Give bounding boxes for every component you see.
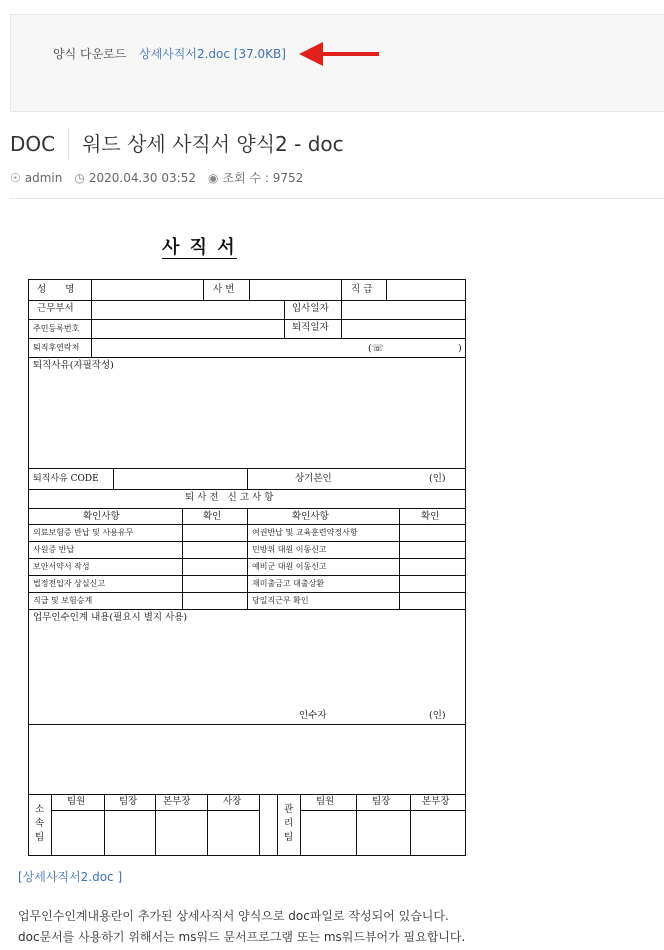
check-header-left: 확인사항 <box>83 511 120 522</box>
download-box <box>10 14 664 112</box>
team-role: 사장 <box>223 796 242 807</box>
team-label-3: 팀 <box>35 832 45 843</box>
receiver-label: 인수자 <box>299 710 327 721</box>
field-emp-no-label: 사 번 <box>213 284 235 295</box>
team-role: 팀원 <box>67 796 86 807</box>
check-header-right: 확인사항 <box>292 511 329 522</box>
description-line: doc문서를 사용하기 위해서는 ms워드 문서프로그램 또는 ms워드뷰어가 필요합니다. <box>18 930 466 944</box>
confirm-header-left: 확인 <box>203 511 222 522</box>
post-meta <box>10 169 303 186</box>
field-reason-code-label: 퇴직사유 CODE <box>33 474 99 484</box>
left-item: 법정전입자 상실신고 <box>33 579 106 588</box>
field-contact-label: 퇴직후연락처 <box>33 343 80 352</box>
field-rank-label: 직 급 <box>351 284 373 295</box>
team-role: 본부장 <box>163 796 191 807</box>
field-name-label: 성 명 <box>37 284 83 295</box>
description-line: 업무인수인계내용란이 추가된 상세사직서 양식으로 doc파일로 작성되어 있습니다. <box>18 909 449 923</box>
confirm-header-right: 확인 <box>421 511 440 522</box>
field-dept-label: 근무부서 <box>37 303 74 314</box>
eye-icon: ◉ <box>207 171 219 185</box>
pre-report-header: 퇴 사 전 신 고 사 항 <box>185 492 274 503</box>
field-reason-label: 퇴직사유(자필작성) <box>33 360 114 371</box>
post-category[interactable]: DOC <box>10 128 69 160</box>
team-label-2: 속 <box>35 818 45 829</box>
mgmt-label-3: 팀 <box>284 832 294 843</box>
left-item: 사원증 반납 <box>33 545 75 554</box>
mgmt-role: 팀장 <box>372 796 391 807</box>
team-role: 팀장 <box>119 796 138 807</box>
post-author[interactable]: admin <box>24 170 63 185</box>
post-date: 2020.04.30 03:52 <box>88 170 196 185</box>
right-item: 민방위 대원 이동신고 <box>252 545 327 554</box>
download-label: 양식 다운로드 <box>53 47 127 61</box>
right-item: 예비군 대원 이동신고 <box>252 562 327 571</box>
left-item: 보안서약서 작성 <box>33 562 90 571</box>
mgmt-label-2: 리 <box>284 818 294 829</box>
field-id-no-label: 주민등록번호 <box>33 324 80 333</box>
field-phone-label: (☏ <box>368 343 384 354</box>
attachment-link[interactable]: [상세사직서2.doc ] <box>18 870 123 884</box>
seal-label-1: (인) <box>429 473 446 484</box>
right-item: 당일직근무 확인 <box>252 596 309 605</box>
handover-label: 업무인수인계 내용(필요시 별지 사용) <box>33 612 188 623</box>
left-item: 의료보험증 반납 및 사용유무 <box>33 528 134 537</box>
right-item: 여권반납 및 교육훈련약정사항 <box>252 528 358 537</box>
post-header <box>10 128 344 160</box>
user-icon: ☉ <box>10 170 21 185</box>
post-description <box>18 906 465 948</box>
clock-icon: ◷ <box>74 170 85 185</box>
form-title: 사 직 서 <box>162 237 237 258</box>
seal-label-2: (인) <box>429 710 446 721</box>
field-join-date-label: 입사일자 <box>292 303 329 314</box>
mgmt-role: 팀원 <box>316 796 335 807</box>
post-views: 조회 수 : 9752 <box>222 171 304 185</box>
download-file-link[interactable]: 상세사직서2.doc [37.0KB] <box>139 47 286 61</box>
resignation-form-image <box>28 279 466 856</box>
self-sign-label: 상기본인 <box>295 473 332 484</box>
arrow-left-icon <box>297 40 381 68</box>
divider <box>10 198 664 199</box>
team-label-1: 소 <box>35 804 45 815</box>
right-item: 재미출금고 대출상환 <box>252 579 325 588</box>
mgmt-label-1: 관 <box>284 804 294 815</box>
mgmt-role: 본부장 <box>422 796 450 807</box>
field-phone-close: ) <box>458 343 462 354</box>
left-item: 직급 및 보험승계 <box>33 596 93 605</box>
field-leave-date-label: 퇴직일자 <box>292 322 329 333</box>
post-title: 워드 상세 사직서 양식2 - doc <box>82 132 344 156</box>
